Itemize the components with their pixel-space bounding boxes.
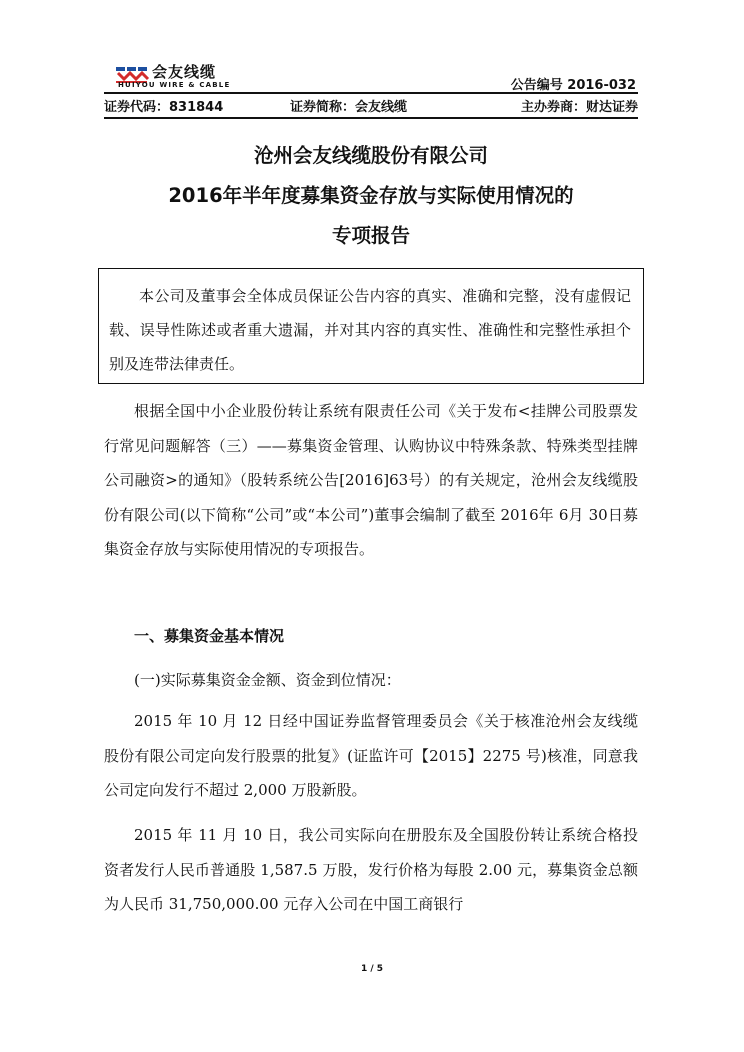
statement-text: 本公司及董事会全体成员保证公告内容的真实、准确和完整，没有虚假记载、误导性陈述或者重大遗漏，并对其内容的真实性、准确性和完整性承担个别及连带法律责任。	[109, 287, 631, 373]
document-title-line1: 沧州会友线缆股份有限公司	[253, 144, 488, 167]
notice-number: 公告编号 2016-032	[510, 78, 636, 93]
page-number: 1 / 5	[360, 964, 384, 974]
company-logo	[116, 60, 266, 92]
board-guarantee-statement	[98, 268, 644, 384]
logo-english-text: HUIYOU WIRE & CABLE	[118, 81, 231, 89]
document-title-line3: 专项报告	[331, 224, 410, 247]
subsection-heading: (一)实际募集资金金额、资金到位情况：	[134, 671, 401, 689]
section-heading: 一、募集资金基本情况	[134, 627, 285, 645]
logo-chinese-text: 会友线缆	[152, 63, 217, 81]
header-divider-top	[104, 92, 638, 94]
issuance-paragraph: 2015 年 11 月 10 日，我公司实际向在册股东及全国股份转让系统合格投资者发行人民币普通股 1,587.5 万股，发行价格为每股 2.00 元，募集资金总额为人民币 31,750,000.00 元存入公司在中国工商银行	[104, 826, 638, 913]
stock-code: 证券代码：831844	[104, 100, 224, 115]
header-divider-bottom	[104, 117, 638, 119]
sponsor-broker: 主办券商：财达证券	[520, 100, 638, 115]
intro-paragraph: 根据全国中小企业股份转让系统有限责任公司《关于发布<挂牌公司股票发行常见问题解答（三）——募集资金管理、认购协议中特殊条款、特殊类型挂牌公司融资>的通知》（股转系统公告[2016]63号）的有关规定，沧州会友线缆股份有限公司(以下简称“公司”或“本公司”)董事会编制了截至 2016年 6月 30日募集资金存放与实际使用情况的专项报告。	[104, 402, 638, 558]
approval-paragraph: 2015 年 10 月 12 日经中国证券监督管理委员会《关于核准沧州会友线缆股份有限公司定向发行股票的批复》(证监许可【2015】2275 号)核准，同意我公司定向发行不超过 2,000 万股新股。	[104, 712, 638, 799]
stock-abbreviation: 证券简称：会友线缆	[290, 100, 408, 115]
document-title-line2: 2016年半年度募集资金存放与实际使用情况的	[168, 184, 574, 207]
stock-info-row	[104, 96, 638, 114]
